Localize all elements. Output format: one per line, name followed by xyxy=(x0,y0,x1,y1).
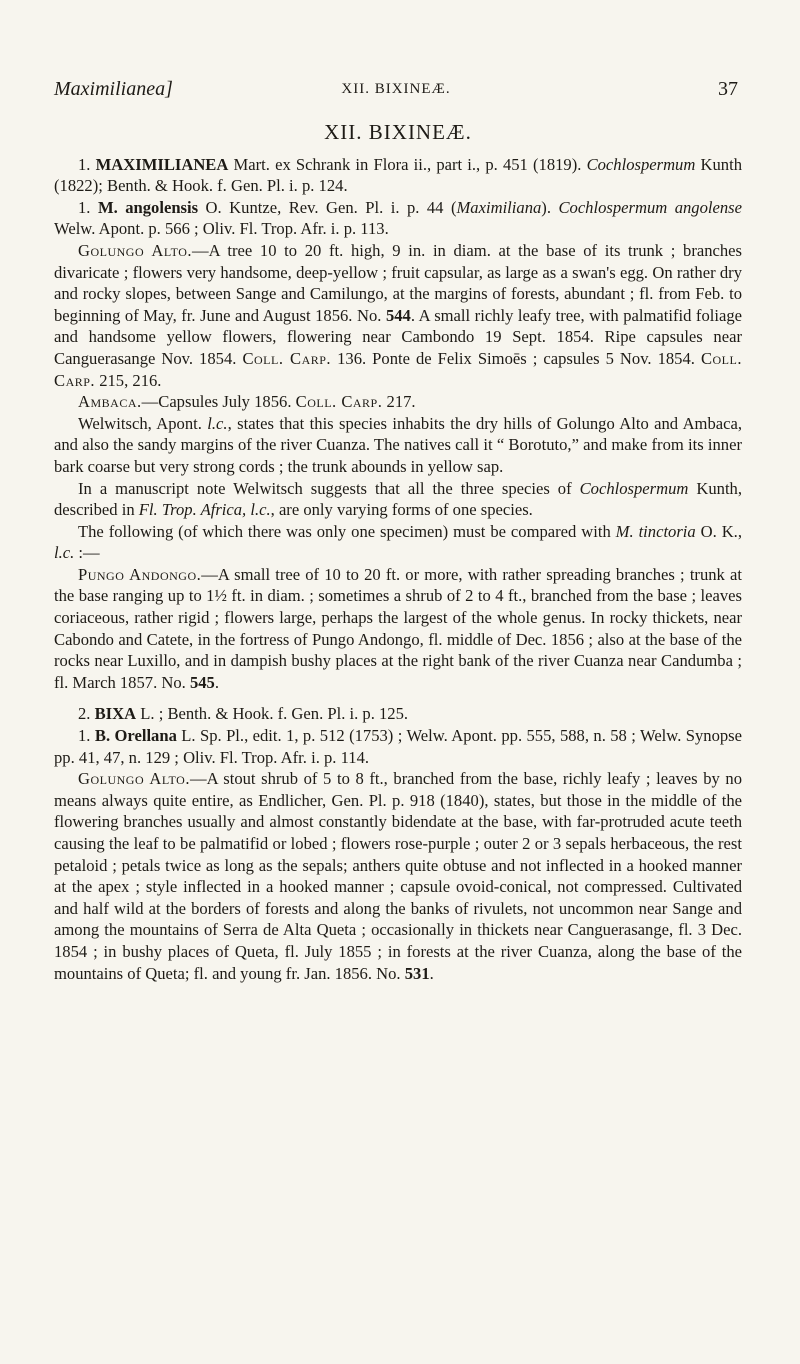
paragraph-text-3: :— xyxy=(74,543,100,563)
citation-abbrev: l.c. xyxy=(207,413,228,433)
genus-maximilianea xyxy=(54,154,742,197)
paragraph-text-4: 215, 216. xyxy=(95,370,162,390)
locality: Golungo Alto. xyxy=(78,769,190,789)
running-head-genus: Maximilianea] xyxy=(54,78,173,100)
species-synonym-2: Cochlospermum angolense xyxy=(558,197,742,217)
paragraph-text: —Capsules July 1856. xyxy=(141,392,296,412)
body-text xyxy=(54,122,742,984)
paragraph-text-2: 217. xyxy=(382,392,416,412)
genus-citation-2: Kunth (1822); Benth. & Hook. f. Gen. Pl. i. p. 124. xyxy=(54,154,742,196)
paragraph-ambaca xyxy=(54,391,742,413)
species-italic: M. tinctoria xyxy=(615,521,696,541)
paragraph-text: In a manuscript note Welwitsch suggests that all the three species of xyxy=(78,478,580,498)
specimen-number: 545 xyxy=(189,672,215,692)
species-citation-3: Welw. Apont. p. 566 ; Oliv. Fl. Trop. Afr. i. p. 113. xyxy=(54,219,389,239)
locality: Golungo Alto. xyxy=(78,240,193,260)
paragraph-text-2: Kunth, described in xyxy=(54,478,742,520)
collection: Coll. Carp. xyxy=(295,392,383,412)
locality: Ambaca. xyxy=(78,392,142,412)
running-head-family: XII. BIXINEÆ. xyxy=(341,81,451,97)
genus-synonym: Cochlospermum xyxy=(586,154,696,174)
species-citation: L. Sp. Pl., edit. 1, p. 512 (1753) ; Welw. Apont. pp. 555, 588, n. 58 ; Welw. Synopse pp. 41, 47, n. 129 ; Oliv. Fl. Trop. Afr. i. p. 114. xyxy=(54,726,742,767)
citation-abbrev: l.c. xyxy=(54,543,75,563)
genus-number: 1. xyxy=(78,154,91,174)
genus-name: BIXA xyxy=(94,704,137,724)
paragraph-text-2: . A small richly leafy tree, with palmatifid foliage and handsome yellow flowers, flowering near Cambondo 19 Sept. 1854. Ripe capsules near Canguerasange Nov. 1854. xyxy=(54,305,742,368)
genus-citation: Mart. ex Schrank in Flora ii., part i., p. 451 (1819). xyxy=(228,154,587,174)
paragraph-welwitsch xyxy=(54,413,742,478)
specimen-number: 531 xyxy=(404,963,430,983)
paragraph-following xyxy=(54,521,742,564)
page-number: 37 xyxy=(718,78,738,100)
paragraph-text-2: , states that this species inhabits the dry hills of Golungo Alto and Ambaca, and also the sandy margins of the river Cuanza. The natives call it “ Borotuto,” and make from its inner bark coarse but very strong cords ; the trunk abounds in yellow sap. xyxy=(54,413,743,476)
genus-italic: Cochlospermum xyxy=(579,478,689,498)
species-name: M. angolensis xyxy=(97,197,199,217)
paragraph-pungo-andongo xyxy=(54,564,742,694)
locality: Pungo Andongo. xyxy=(78,564,202,584)
paragraph-end: . xyxy=(429,963,434,983)
species-angolensis xyxy=(54,197,742,240)
collection-2: Coll. Carp. xyxy=(54,348,742,390)
section-title: XII. BIXINEÆ. xyxy=(324,120,472,144)
running-head xyxy=(54,78,738,104)
species-synonym: Maximiliana xyxy=(456,197,542,217)
species-number: 1. xyxy=(78,197,91,217)
paragraph-text-3: 136. Ponte de Felix Simoēs ; capsules 5 Nov. 1854. xyxy=(331,348,701,368)
paragraph-text: —A stout shrub of 5 to 8 ft., branched from the base, richly leafy ; leaves by no means always quite entire, as Endlicher, Gen. Pl. p. 918 (1840), states, but those in the middle of the flowering branches usually and almost constantly bidendate at the base, with far-protruded acute teeth causing the leaf to be palmatifid or lobed ; flowers rose-purple ; outer 2 or 3 sepals herbaceous, the rest petaloid ; petals twice as long as the sepals; anthers quite obtuse and not inflected in a hooked manner at the apex ; style inflected in a hooked manner ; capsule ovoid-conical, not compressed. Cultivated and half wild at the borders of forests and along the banks of rivulets, not uncommon near Sange and among the mountains of Serra de Alta Queta ; occasionally in thickets near Canguerasange, fl. 3 Dec. 1854 ; in bushy places of Queta, fl. July 1855 ; in forests at the river Cuanza, along the base of the mountains of Queta; fl. and young fr. Jan. 1856. No. xyxy=(54,769,742,983)
genus-name: MAXIMILIANEA xyxy=(95,154,229,174)
paragraph-text: The following (of which there was only one specimen) must be compared with xyxy=(78,521,616,541)
collection: Coll. Carp. xyxy=(242,348,332,368)
paragraph-manuscript-note xyxy=(54,478,742,521)
species-citation: O. Kuntze, Rev. Gen. Pl. i. p. 44 ( xyxy=(198,197,457,217)
paragraph-text: Welwitsch, Apont. xyxy=(78,413,208,433)
work-title: Fl. Trop. Africa, l.c. xyxy=(138,500,271,520)
genus-citation: L. ; Benth. & Hook. f. Gen. Pl. i. p. 125. xyxy=(136,704,409,724)
paragraph-text-2: O. K., xyxy=(695,521,742,541)
species-orellana xyxy=(54,725,742,768)
species-number: 1. xyxy=(78,726,91,746)
paragraph-text: —A small tree of 10 to 20 ft. or more, with rather spreading branches ; trunk at the base ranging up to 1½ ft. in diam. ; sometimes a shrub of 2 to 4 ft., branched from the base ; leaves coriaceous, rather rigid ; flowers large, perhaps the largest of the whole genus. In rocky thickets, near Cabondo and Catete, in the fortress of Pungo Andongo, fl. middle of Dec. 1856 ; also at the base of the rocks near Luxillo, and in dampish bushy places at the right bank of the river Cuanza near Candumba ; fl. March 1857. No. xyxy=(54,564,742,692)
paragraph-text-3: , are only varying forms of one species. xyxy=(270,500,533,520)
paragraph-text: —A tree 10 to 20 ft. high, 9 in. in diam. at the base of its trunk ; branches divaricate ; flowers very handsome, deep-yellow ; fruit capsular, as large as a swan's egg. On rather dry and rocky slopes, between Sange and Camilungo, at the margins of forests, abundant ; fl. from Feb. to beginning of May, fr. June and August 1856. No. xyxy=(54,240,742,325)
species-name: B. Orellana xyxy=(94,726,177,746)
species-citation-2: ). xyxy=(541,197,559,217)
paragraph-golungo-alto-1 xyxy=(54,240,742,391)
paragraph-golungo-alto-2 xyxy=(54,768,742,984)
genus-bixa xyxy=(54,703,742,725)
genus-number: 2. xyxy=(78,704,91,724)
specimen-number: 544 xyxy=(385,305,411,325)
paragraph-end: . xyxy=(214,672,219,692)
